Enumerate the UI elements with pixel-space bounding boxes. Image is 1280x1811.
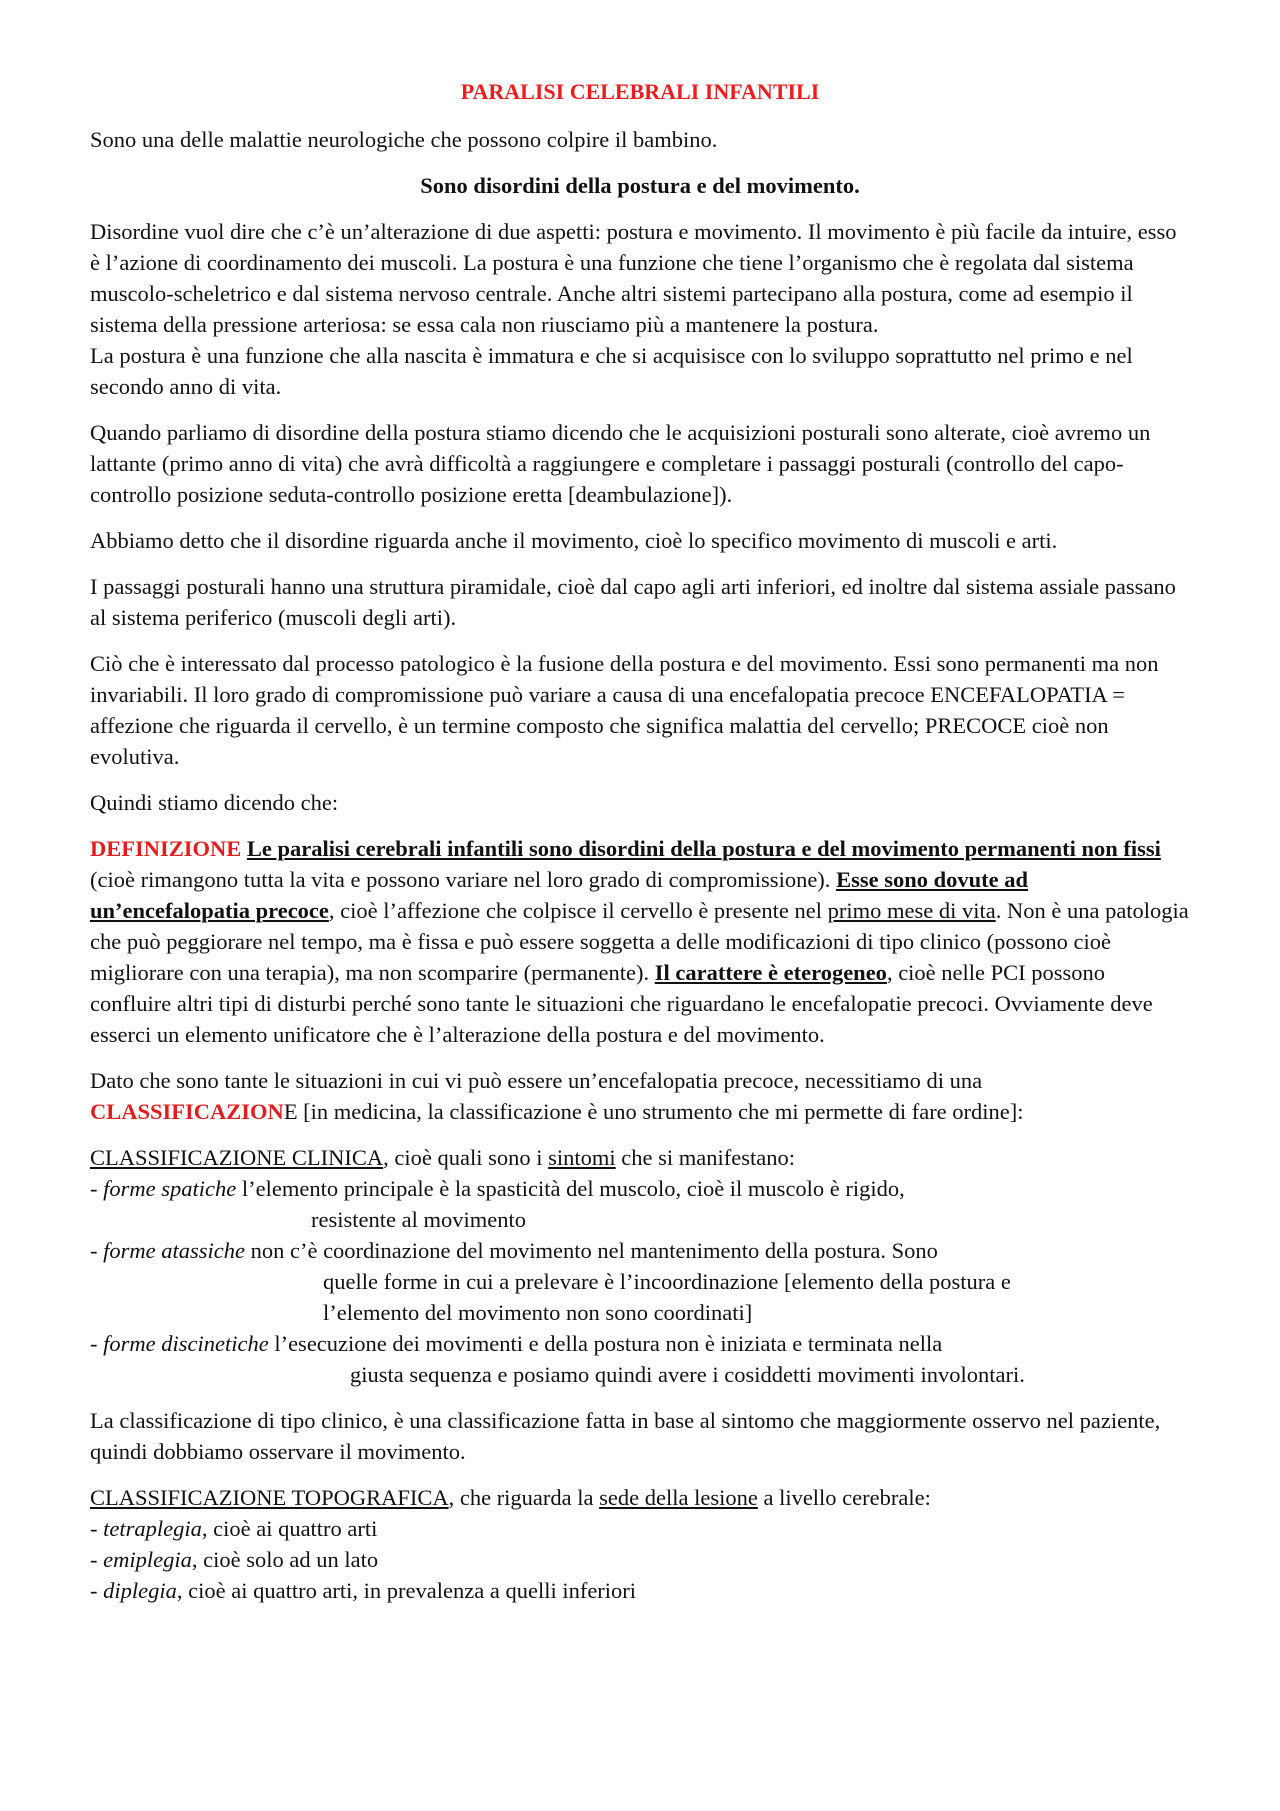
topographic-heading: CLASSIFICAZIONE TOPOGRAFICA bbox=[90, 1485, 449, 1510]
list-dash: - bbox=[90, 1331, 104, 1356]
list-text: l’elemento principale è la spasticità del muscolo, cioè il muscolo è rigido, bbox=[236, 1176, 905, 1201]
list-text: non c’è coordinazione del movimento nel mantenimento della postura. Sono bbox=[244, 1238, 938, 1263]
topographic-underline: sede della lesione bbox=[599, 1485, 758, 1510]
definition-bold-1: Le paralisi cerebrali infantili sono disordini della postura e del movimento permanenti non fissi bbox=[246, 836, 1161, 861]
list-term: forme spatiche bbox=[103, 1176, 237, 1201]
paragraph-lead-in: Quindi stiamo dicendo che: bbox=[90, 790, 339, 815]
definition-text-4: , cioè nelle PCI possono confluire altri tipi di disturbi perché sono tante le situazioni che riguardano le encefalopatie precoci. Ovviamente deve esserci un elemento unificatore che è l’alterazione della postura e del movimento. bbox=[90, 960, 1153, 1047]
list-term: tetraplegia bbox=[103, 1516, 202, 1541]
definition-bold-3: Il carattere è eterogeneo bbox=[654, 960, 887, 985]
classification-intro-text-2: E [in medicina, la classificazione è uno strumento che mi permette di fare ordine]: bbox=[283, 1099, 1024, 1124]
subtitle: Sono disordini della postura e del movimento. bbox=[420, 173, 860, 198]
document-title: PARALISI CELEBRALI INFANTILI bbox=[460, 79, 820, 104]
paragraph-disorder bbox=[90, 216, 1190, 402]
definition-text-2: , cioè l’affezione che colpisce il cervello è presente nel bbox=[328, 898, 828, 923]
clinical-underline: sintomi bbox=[548, 1145, 616, 1170]
intro-paragraph: Sono una delle malattie neurologiche che possono colpire il bambino. bbox=[90, 127, 718, 152]
list-continuation: l’elemento del movimento non sono coordinati] bbox=[323, 1300, 753, 1325]
topographic-text-2: a livello cerebrale: bbox=[757, 1485, 931, 1510]
paragraph-text: Disordine vuol dire che c’è un’alterazione di due aspetti: postura e movimento. Il movimento è più facile da intuire, esso è l’azione di coordinamento dei muscoli. La postura è una funzione che tiene l’organismo che è regolata dal sistema muscolo-scheletrico e dal sistema nervoso centrale. Anche altri sistemi partecipano alla postura, come ad esempio il sistema della pressione arteriosa: se essa cala non riusciamo più a mantenere la postura. bbox=[90, 219, 1177, 337]
list-item bbox=[90, 1235, 1190, 1266]
paragraph-encephalopathy: Ciò che è interessato dal processo patologico è la fusione della postura e del movimento. Essi sono permanenti ma non invariabili. Il loro grado di compromissione può variare a causa di una encefalopatia precoce ENCEFALOPATIA = affezione che riguarda il cervello, è un termine composto che significa malattia del cervello; PRECOCE cioè non evolutiva. bbox=[90, 651, 1159, 769]
list-continuation: giusta sequenza e posiamo quindi avere i cosiddetti movimenti involontari. bbox=[350, 1362, 1025, 1387]
clinical-heading: CLASSIFICAZIONE CLINICA bbox=[90, 1145, 384, 1170]
list-item bbox=[90, 1173, 1190, 1204]
list-term: forme discinetiche bbox=[103, 1331, 269, 1356]
topographic-text-1: , che riguarda la bbox=[448, 1485, 600, 1510]
list-continuation: resistente al movimento bbox=[311, 1207, 526, 1232]
list-text: , cioè ai quattro arti, in prevalenza a quelli inferiori bbox=[176, 1578, 637, 1603]
list-text: , cioè ai quattro arti bbox=[201, 1516, 378, 1541]
list-term: emiplegia bbox=[103, 1547, 192, 1572]
clinical-heading-line bbox=[90, 1142, 1190, 1173]
definition-text-3: . Non è una patologia che può peggiorare nel tempo, ma è fissa e può essere soggetta a delle modificazioni di tipo clinico (possono cioè migliorare con una terapia), ma non scomparire (permanente). bbox=[90, 898, 1189, 985]
clinical-text-2: che si manifestano: bbox=[615, 1145, 795, 1170]
definition-bold-2: Esse sono dovute ad un’encefalopatia precoce bbox=[90, 867, 1028, 923]
definition-text-1: (cioè rimangono tutta la vita e possono variare nel loro grado di compromissione). bbox=[90, 867, 837, 892]
list-item bbox=[90, 1328, 1190, 1359]
document-page bbox=[90, 76, 1190, 1621]
list-dash: - bbox=[90, 1547, 104, 1572]
list-dash: - bbox=[90, 1578, 104, 1603]
paragraph-postural-passages: I passaggi posturali hanno una struttura piramidale, cioè dal capo agli arti inferiori, ed inoltre dal sistema assiale passano al sistema periferico (muscoli degli arti). bbox=[90, 574, 1176, 630]
list-term: forme atassiche bbox=[103, 1238, 245, 1263]
list-continuation: quelle forme in cui a prelevare è l’incoordinazione [elemento della postura e bbox=[323, 1269, 1011, 1294]
clinical-classification bbox=[90, 1142, 1190, 1390]
clinical-text-1: , cioè quali sono i bbox=[383, 1145, 549, 1170]
list-dash: - bbox=[90, 1238, 104, 1263]
definition-block bbox=[90, 833, 1190, 1050]
list-dash: - bbox=[90, 1516, 104, 1541]
definition-label: DEFINIZIONE bbox=[90, 836, 242, 861]
topographic-heading-line bbox=[90, 1482, 1190, 1513]
paragraph-movement: Abbiamo detto che il disordine riguarda anche il movimento, cioè lo specifico movimento di muscoli e arti. bbox=[90, 528, 1058, 553]
paragraph-posture-disorder: Quando parliamo di disordine della postura stiamo dicendo che le acquisizioni posturali sono alterate, cioè avremo un lattante (primo anno di vita) che avrà difficoltà a raggiungere e completare i passaggi posturali (controllo del capo-controllo posizione seduta-controllo posizione eretta [deambulazione]). bbox=[90, 420, 1151, 507]
definition-underline-1: primo mese di vita bbox=[827, 898, 996, 923]
topographic-classification bbox=[90, 1482, 1190, 1606]
list-item bbox=[90, 1513, 1190, 1544]
classification-intro bbox=[90, 1065, 1190, 1127]
list-term: diplegia bbox=[103, 1578, 177, 1603]
list-text: l’esecuzione dei movimenti e della postura non è iniziata e terminata nella bbox=[268, 1331, 943, 1356]
classification-intro-text: Dato che sono tante le situazioni in cui vi può essere un’encefalopatia precoce, necessitiamo di una bbox=[90, 1068, 983, 1093]
list-text: , cioè solo ad un lato bbox=[191, 1547, 379, 1572]
list-item bbox=[90, 1575, 1190, 1606]
list-item bbox=[90, 1544, 1190, 1575]
classification-red: CLASSIFICAZION bbox=[90, 1099, 284, 1124]
list-dash: - bbox=[90, 1176, 104, 1201]
paragraph-clinical-note: La classificazione di tipo clinico, è una classificazione fatta in base al sintomo che maggiormente osservo nel paziente, quindi dobbiamo osservare il movimento. bbox=[90, 1408, 1161, 1464]
paragraph-text: La postura è una funzione che alla nascita è immatura e che si acquisisce con lo sviluppo soprattutto nel primo e nel secondo anno di vita. bbox=[90, 343, 1133, 399]
